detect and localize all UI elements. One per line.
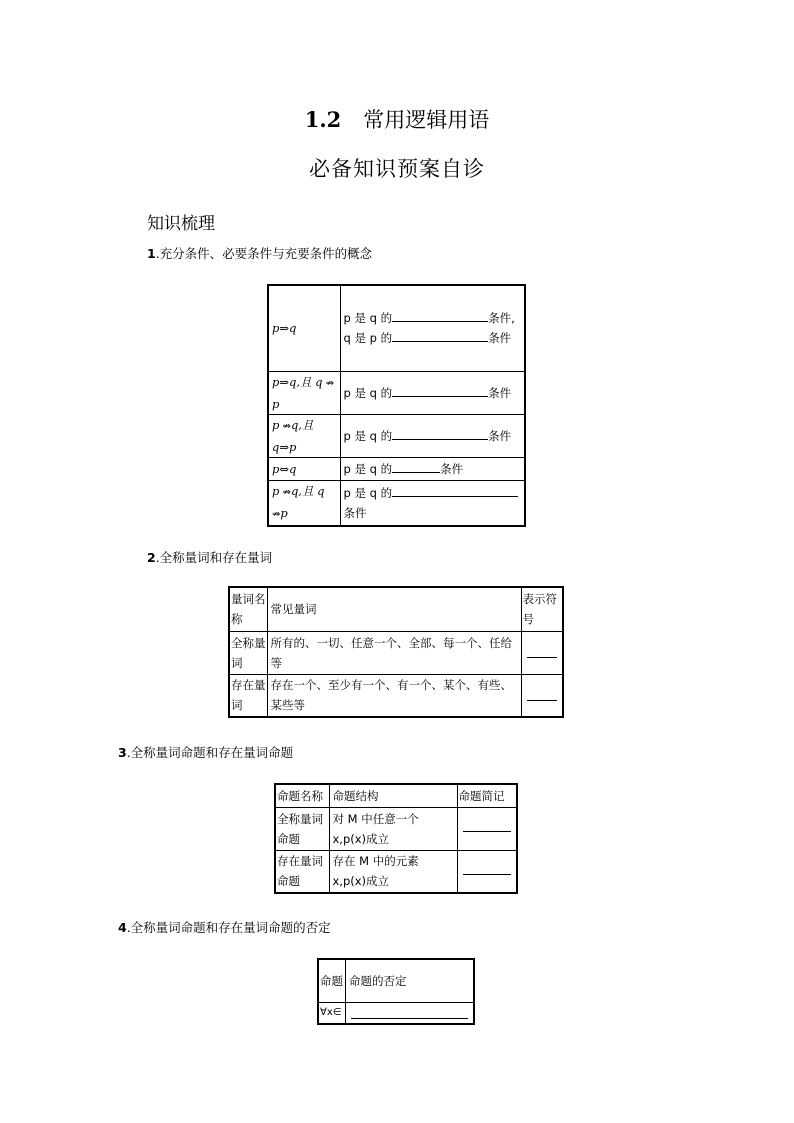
- page-title: [0, 104, 794, 134]
- item-1-heading: 1.充分条件、必要条件与充要条件的概念: [147, 246, 373, 261]
- answer-blank[interactable]: [392, 384, 488, 397]
- table-quantifiers: [228, 586, 564, 718]
- table-row: 量词名称 常见量词 表示符号: [229, 587, 563, 631]
- page-subtitle: 必备知识预案自诊: [309, 157, 485, 181]
- table-negation: [317, 958, 475, 1025]
- answer-blank[interactable]: [392, 329, 488, 342]
- table-row: ∀x∈: [318, 1002, 474, 1024]
- table-row: 存在量词命题 存在 M 中的元素 x,p(x)成立: [275, 850, 517, 893]
- answer-blank[interactable]: [463, 874, 512, 875]
- table-row: 存在量词 存在一个、至少有一个、有一个、某个、有些、某些等: [229, 674, 563, 717]
- table-row: p⇒q,且 q ⇏ p p 是 q 的 条件: [268, 371, 525, 414]
- table-propositions: [274, 783, 518, 894]
- table-conditions: [267, 284, 526, 527]
- answer-blank[interactable]: [527, 657, 558, 658]
- answer-blank[interactable]: [392, 484, 518, 497]
- answer-blank[interactable]: [463, 831, 512, 832]
- answer-blank[interactable]: [392, 460, 440, 473]
- title-text: 常用逻辑用语: [363, 108, 490, 132]
- answer-blank[interactable]: [351, 1018, 468, 1019]
- answer-blank[interactable]: [527, 700, 558, 701]
- answer-blank[interactable]: [392, 427, 488, 440]
- item-4-heading: 4.全称量词命题和存在量词命题的否定: [118, 920, 331, 935]
- table-row: p ⇏q,且 q ⇏p p 是 q 的 条件: [268, 480, 525, 526]
- answer-blank[interactable]: [392, 309, 488, 322]
- table-row: 全称量词命题 对 M 中任意一个 x,p(x)成立: [275, 807, 517, 850]
- table-row: 全称量词 所有的、一切、任意一个、全部、每一个、任给等: [229, 631, 563, 674]
- item-3-heading: 3.全称量词命题和存在量词命题: [118, 745, 294, 760]
- item-2-heading: 2.全称量词和存在量词: [147, 550, 273, 565]
- table-row: p⇒q p 是 q 的 条件, q 是 p 的 条件: [268, 285, 525, 371]
- table-row: 命题 命题的否定: [318, 959, 474, 1002]
- table-row: p ⇏q,且 q⇒p p 是 q 的 条件: [268, 414, 525, 457]
- table-row: 命题名称 命题结构 命题简记: [275, 784, 517, 807]
- table-row: p⇔q p 是 q 的 条件: [268, 457, 525, 480]
- section-heading: 知识梳理: [147, 214, 215, 234]
- title-number: 1.2: [304, 107, 342, 132]
